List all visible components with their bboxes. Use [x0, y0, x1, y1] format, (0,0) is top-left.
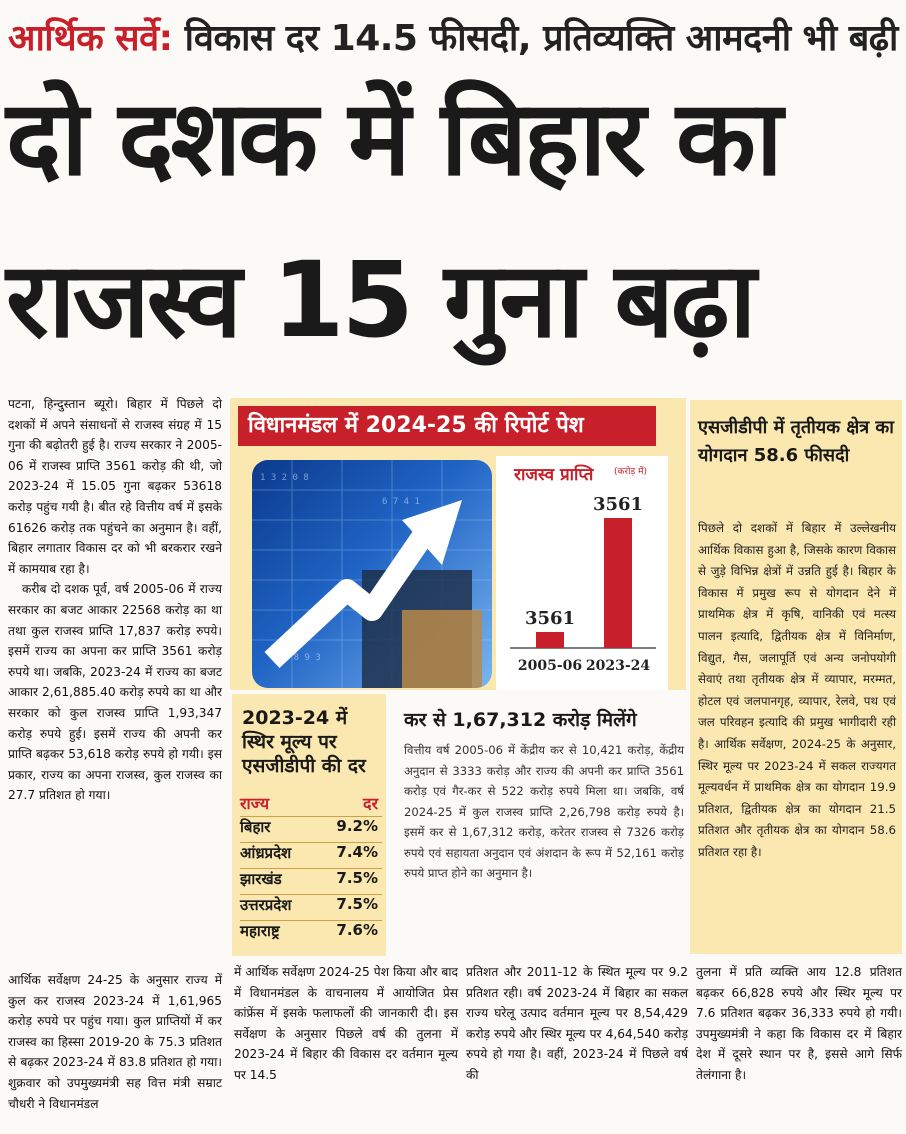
article-paragraph-1: पटना, हिन्दुस्तान ब्यूरो। बिहार में पिछले दो दशकों में अपने संसाधनों से राजस्व संग्रह में 15 गुना की बढ़ोतरी हुई है। राज्य सरकार ने 2005-06 में राजस्व प्राप्ति 3561 करोड़ की थी, जो 2023-24 में 15.05 गुना बढ़कर 53618 करोड़ पहुंच गयी है। बीत रहे वित्तीय वर्ष में इसके 61626 करोड़ तक पहुंचने का अनुमान है। वहीं, बिहार लगातार विकास दर को भी बरकरार रखने में कामयाब रहा है। — [8, 397, 222, 576]
table-row — [240, 816, 382, 842]
sgdp-col-rate: दर — [362, 794, 378, 813]
table-row — [240, 842, 382, 868]
article-column-4 — [696, 962, 902, 1132]
article-paragraph-2: करीब दो दशक पूर्व, वर्ष 2005-06 में राज्य सरकार का बजट आकार 22568 करोड़ का था तथा कुल राजस्व प्राप्ति 17,837 करोड़ रुपये। इसमें राज्य का अपना कर प्राप्ति 3561 करोड़ रुपये था। जबकि, 2023-24 में राज्य का बजट आकार 2,61,885.40 करोड़ रुपये का था और सरकार को कुल राजस्व प्राप्ति 1,93,347 करोड़ रुपये हुई। इसमें राज्य की अपनी कर प्राप्ति बढ़कर 53,618 करोड़ रुपये हो गयी। इस प्रकार, राज्य का अपना राजस्व, कुल राजस्व का 27.7 प्रतिशत हो गया। — [8, 582, 222, 803]
kicker-text: विकास दर 14.5 फीसदी, प्रतिव्यक्ति आमदनी भी बढ़ी — [184, 18, 898, 59]
sgdp-rate: 7.4% — [336, 843, 378, 861]
svg-text:6 7 4 1: 6 7 4 1 — [382, 497, 420, 507]
revenue-chart-svg — [496, 456, 668, 690]
growth-arrow-illustration — [252, 460, 492, 688]
article-column-left-bottom — [8, 970, 222, 1130]
svg-text:1 3 2 0 8: 1 3 2 0 8 — [260, 473, 309, 483]
revenue-chart — [496, 456, 668, 690]
table-row — [240, 920, 382, 946]
sgdp-rate: 7.5% — [336, 895, 378, 913]
sgdp-state: झारखंड — [240, 870, 282, 888]
chart-bar-2023-24 — [604, 518, 632, 648]
article-column-3 — [466, 962, 688, 1132]
growth-arrow-photo — [252, 460, 492, 688]
article-paragraph-6: तुलना में प्रति व्यक्ति आय 12.8 प्रतिशत बढ़कर 66,828 रुपये और स्थिर मूल्य पर 7.6 प्रतिशत बढ़कर 36,333 रुपये हो गयी। उपमुख्यमंत्री ने कहा कि विकास दर में बिहार देश में दूसरे स्थान पर है, इससे आगे सिर्फ तेलंगाना है। — [696, 965, 902, 1082]
sgdp-header-row — [240, 792, 382, 814]
chart-category-label: 2005-06 — [517, 658, 583, 674]
chart-title: राजस्व प्राप्ति — [514, 465, 594, 485]
report-banner: विधानमंडल में 2024-25 की रिपोर्ट पेश — [238, 406, 656, 446]
tax-text: वित्तीय वर्ष 2005-06 में केंद्रीय कर से 10,421 करोड़, केंद्रीय अनुदान से 3333 करोड़ और राज्य की अपनी कर प्राप्ति 3561 करोड़ एवं गैर-कर से 522 करोड़ रुपये मिला था। जबकि, वर्ष 2024-25 में कुल राजस्व प्राप्ति 2,26,798 करोड़ रुपये है। इसमें कर से 1,67,312 करोड़, करेतर राजस्व से 7326 करोड़ रुपये एवं सहायता अनुदान एवं अंशदान के रूप में 52,161 करोड़ रुपये प्राप्त होने का अनुमान है। — [404, 743, 684, 880]
sgdp-rate: 7.5% — [336, 869, 378, 887]
article-column-left — [8, 394, 222, 970]
sgdp-rate: 7.6% — [336, 921, 378, 939]
chart-bar-2005-06 — [536, 632, 564, 648]
sidebar-text: पिछले दो दशकों में बिहार में उल्लेखनीय आर्थिक विकास हुआ है, जिसके कारण विकास से जुड़े विभिन्न क्षेत्रों में उन्नति हुई है। बिहार के विकास में प्रमुख रूप से योगदान देने में प्राथमिक क्षेत्र में कृषि, वानिकी एवं मत्स्य पालन इत्यादि, द्वितीयक क्षेत्र में विनिर्माण, विद्युत, गैस, जलापूर्ति एवं अन्य जनोपयोगी सेवाएं तथा तृतीयक क्षेत्र में व्यापार, मरम्मत, होटल एवं जलपानगृह, व्यापार, रेलवे, पथ एवं जल परिवहन इत्यादि की प्रमुख भागीदारी रही है। आर्थिक सर्वेक्षण, 2024-25 के अनुसार, स्थिर मूल्य पर 2023-24 में सकल राज्यगत मूल्यवर्धन में प्राथमिक क्षेत्र का योगदान 19.9 प्रतिशत, द्वितीयक क्षेत्र का योगदान 21.5 प्रतिशत और तृतीयक क्षेत्र का योगदान 58.6 प्रतिशत रहा है। — [698, 521, 896, 859]
table-row — [240, 868, 382, 894]
sgdp-state: उत्तरप्रदेश — [240, 896, 292, 914]
tax-heading: कर से 1,67,312 करोड़ मिलेंगे — [404, 709, 637, 731]
svg-text:2 5 8 9 3: 2 5 8 9 3 — [272, 653, 321, 663]
kicker-label: आर्थिक सर्वे: — [8, 18, 173, 59]
sgdp-state: बिहार — [240, 818, 271, 836]
kicker — [8, 12, 900, 64]
sgdp-col-state: राज्य — [240, 794, 270, 813]
headline-line-2: राजस्व 15 गुना बढ़ा — [6, 239, 754, 361]
sidebar-title: एसजीडीपी में तृतीयक क्षेत्र का योगदान 58.6 फीसदी — [698, 417, 894, 466]
chart-unit: (करोड़ में) — [614, 467, 648, 477]
sgdp-title: 2023-24 में स्थिर मूल्य पर एसजीडीपी की दर — [242, 707, 366, 777]
article-paragraph-3: आर्थिक सर्वेक्षण 24-25 के अनुसार राज्य में कुल कर राजस्व 2023-24 में 1,61,965 करोड़ रुपये पर पहुंच गया। कुल प्राप्तियों में कर राजस्व का हिस्सा 2019-20 के 75.3 प्रतिशत से बढ़कर 2023-24 में 83.8 प्रतिशत हो गया। शुक्रवार को उपमुख्यमंत्री सह वित्त मंत्री सम्राट चौधरी ने विधानमंडल — [8, 973, 222, 1111]
chart-data-label: 3561 — [592, 494, 644, 515]
headline-line-1: दो दशक में बिहार का — [6, 77, 780, 199]
sgdp-rate: 9.2% — [336, 817, 378, 835]
table-row — [240, 894, 382, 920]
article-paragraph-5: प्रतिशत और 2011-12 के स्थित मूल्य पर 9.2 प्रतिशत रही। वर्ष 2023-24 में बिहार का सकल राज्य घरेलू उत्पाद वर्तमान मूल्य पर 8,54,429 करोड़ रुपये और स्थिर मूल्य पर 4,64,540 करोड़ रुपये हो गया है। वहीं, 2023-24 में पिछले वर्ष की — [466, 965, 688, 1082]
sgdp-state: महाराष्ट्र — [240, 922, 280, 940]
chart-category-label: 2023-24 — [585, 658, 651, 674]
sgdp-state: आंध्रप्रदेश — [240, 844, 292, 862]
article-column-2 — [234, 962, 458, 1132]
article-paragraph-4: में आर्थिक सर्वेक्षण 2024-25 पेश किया और बाद में विधानमंडल के वाचनालय में आयोजित प्रेस कांफ्रेंस में इसके फलाफलों की जानकारी दी। इस सर्वेक्षण के अनुसार पिछले वर्ष की तुलना में 2023-24 में बिहार की विकास दर वर्तमान मूल्य पर 14.5 — [234, 965, 458, 1082]
chart-data-label: 3561 — [524, 608, 576, 629]
